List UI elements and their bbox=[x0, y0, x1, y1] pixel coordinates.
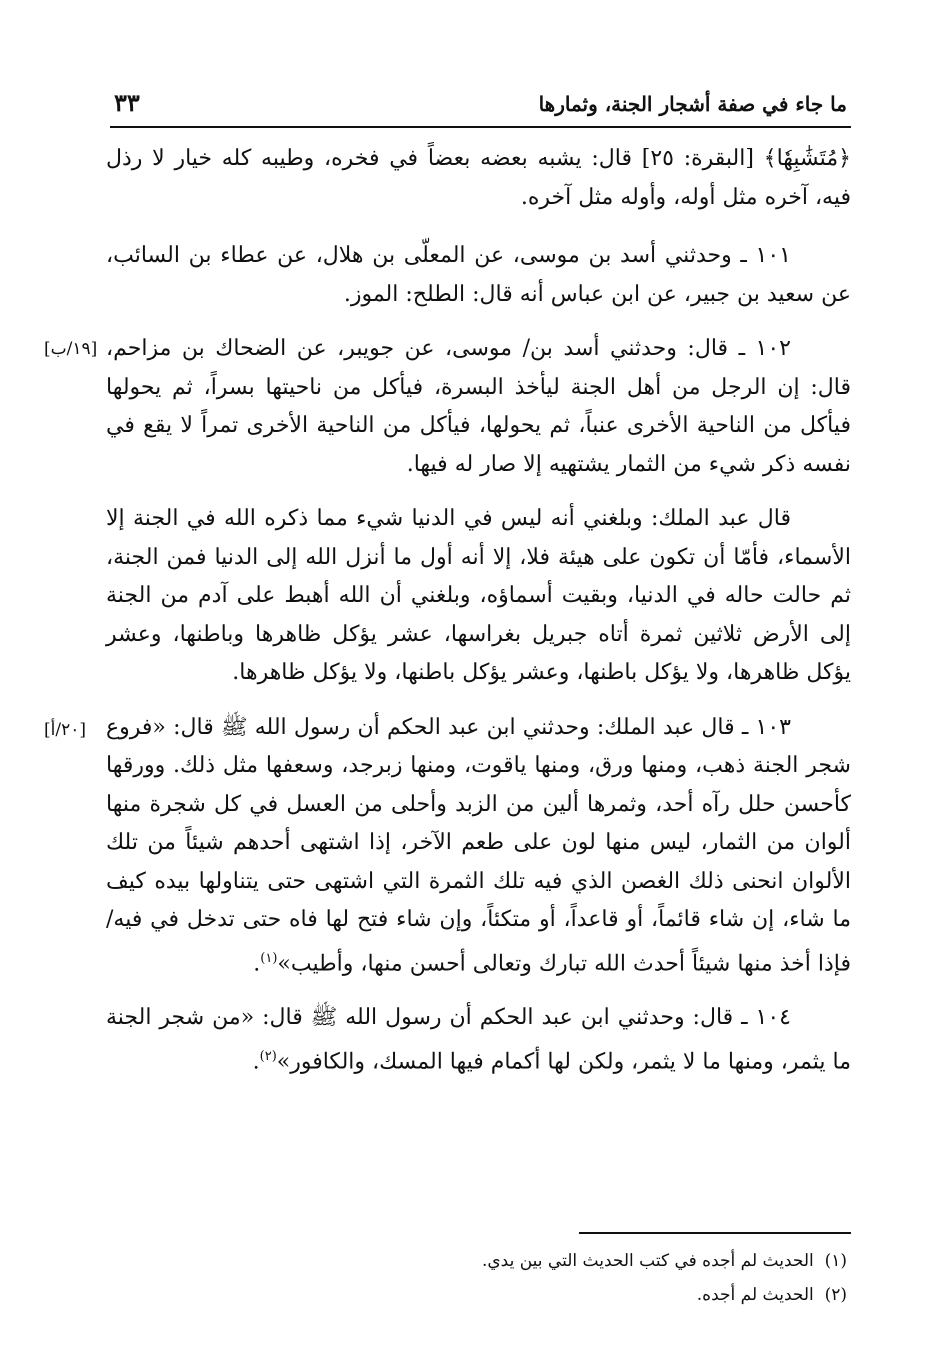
footnote-text: الحديث لم أجده في كتب الحديث التي بين يدي. bbox=[481, 1251, 814, 1271]
footnote-item bbox=[107, 1244, 847, 1278]
paragraph-hadith-103 bbox=[44, 709, 851, 984]
footnotes bbox=[107, 1244, 847, 1312]
paragraph-hadith-101 bbox=[106, 237, 851, 314]
footnote-number: (٢) bbox=[824, 1285, 847, 1305]
page-number: ٣٣ bbox=[114, 88, 140, 117]
paragraph-end: . bbox=[253, 950, 261, 976]
paragraph-abd-al-malik bbox=[106, 500, 851, 693]
paragraph-text: ١٠٣ ـ قال عبد الملك: وحدثني ابن عبد الحكم أن رسول الله ﷺ قال: «فروع شجر الجنة ذهب، ومنها ورق، ومنها ياقوت، ومنها زبرجد، وسعفها مثل ذلك. وورقها كأحسن حلل رآه أحد، وثمرها ألين من الزبد وأحلى من العسل في كل شجرة منها ألوان من الثمار، ليس منها لون على طعم الآخر، إذا اشتهى أحدهم شيئاً من تلك الألوان انحنى ذلك الغصن الذي فيه تلك الثمرة التي اشتهى حتى يتناولها بيده كيف ما شاء، إن شاء قائماً، أو قاعداً، أو متكئاً، وإن شاء فتح لها فاه حتى تدخل في فيه/ فإذا أخذ منها شيئاً أحدث الله تبارك وتعالى أحسن منها، وأطيب» bbox=[106, 714, 851, 976]
paragraph-text: ﴿مُتَشَٰبِهٗا﴾ [البقرة: ٢٥] قال: يشبه بعضه بعضاً في فخره، وطيبه كله خيار لا رذل فيه، آخره مثل أوله، وأوله مثل آخره. bbox=[106, 146, 851, 210]
paragraph-text: ١٠٤ ـ قال: وحدثني ابن عبد الحكم أن رسول الله ﷺ قال: «من شجر الجنة ما يثمر، ومنها ما لا يثمر، ولكن لها أكمام فيها المسك، والكافور» bbox=[106, 1005, 851, 1075]
paragraph-text: ١٠١ ـ وحدثني أسد بن موسى، عن المعلّى بن هلال، عن عطاء بن السائب، عن سعيد بن جبير، عن ابن عباس أنه قال: الطلح: الموز. bbox=[106, 243, 851, 307]
footnote-text: الحديث لم أجده. bbox=[696, 1285, 814, 1305]
manuscript-folio-marker: [١٩/ب] bbox=[44, 339, 98, 359]
page-header bbox=[110, 86, 851, 128]
paragraph-text: ١٠٢ ـ قال: وحدثني أسد بن/ موسى، عن جويبر، عن الضحاك بن مزاحم، قال: إن الرجل من أهل الجنة ليأخذ البسرة، فيأكل من ناحيتها بسراً، ثم يحولها فيأكل من الناحية الأخرى عنباً، ثم يحولها، فيأكل من الناحية الأخرى تمراً لا يقع في نفسه ذكر شيء من الثمار يشتهيه إلا صار له فيها. bbox=[106, 336, 852, 477]
main-text bbox=[44, 140, 852, 1098]
paragraph-hadith-104 bbox=[106, 999, 851, 1081]
footnote-separator bbox=[579, 1232, 851, 1234]
paragraph-hadith-102 bbox=[44, 330, 852, 484]
manuscript-folio-marker: [٢٠/أ] bbox=[44, 719, 86, 740]
footnote-number: (١) bbox=[824, 1251, 847, 1271]
paragraph-text: قال عبد الملك: وبلغني أنه ليس في الدنيا شيء مما ذكره الله في الجنة إلا الأسماء، فأمّا أن تكون على هيئة فلا، إلا أنه أول ما أنزل الله إلى الدنيا فمن الجنة، ثم حالت حاله في الدنيا، وبقيت أسماؤه، وبلغني أن الله أهبط على آدم من الجنة إلى الأرض ثلاثين ثمرة أتاه جبريل بغراسها، عشر يؤكل ظاهرها وباطنها، وعشر يؤكل ظاهرها، ولا يؤكل باطنها، وعشر يؤكل باطنها، ولا يؤكل ظاهرها. bbox=[106, 506, 851, 685]
paragraph-quran-continuation bbox=[106, 140, 851, 217]
footnote-item bbox=[107, 1278, 847, 1312]
footnote-reference[interactable]: (٢) bbox=[259, 1048, 277, 1064]
running-title: ما جاء في صفة أشجار الجنة، وثمارها bbox=[538, 92, 847, 116]
paragraph-end: . bbox=[252, 1049, 260, 1075]
footnote-reference[interactable]: (١) bbox=[260, 950, 278, 966]
